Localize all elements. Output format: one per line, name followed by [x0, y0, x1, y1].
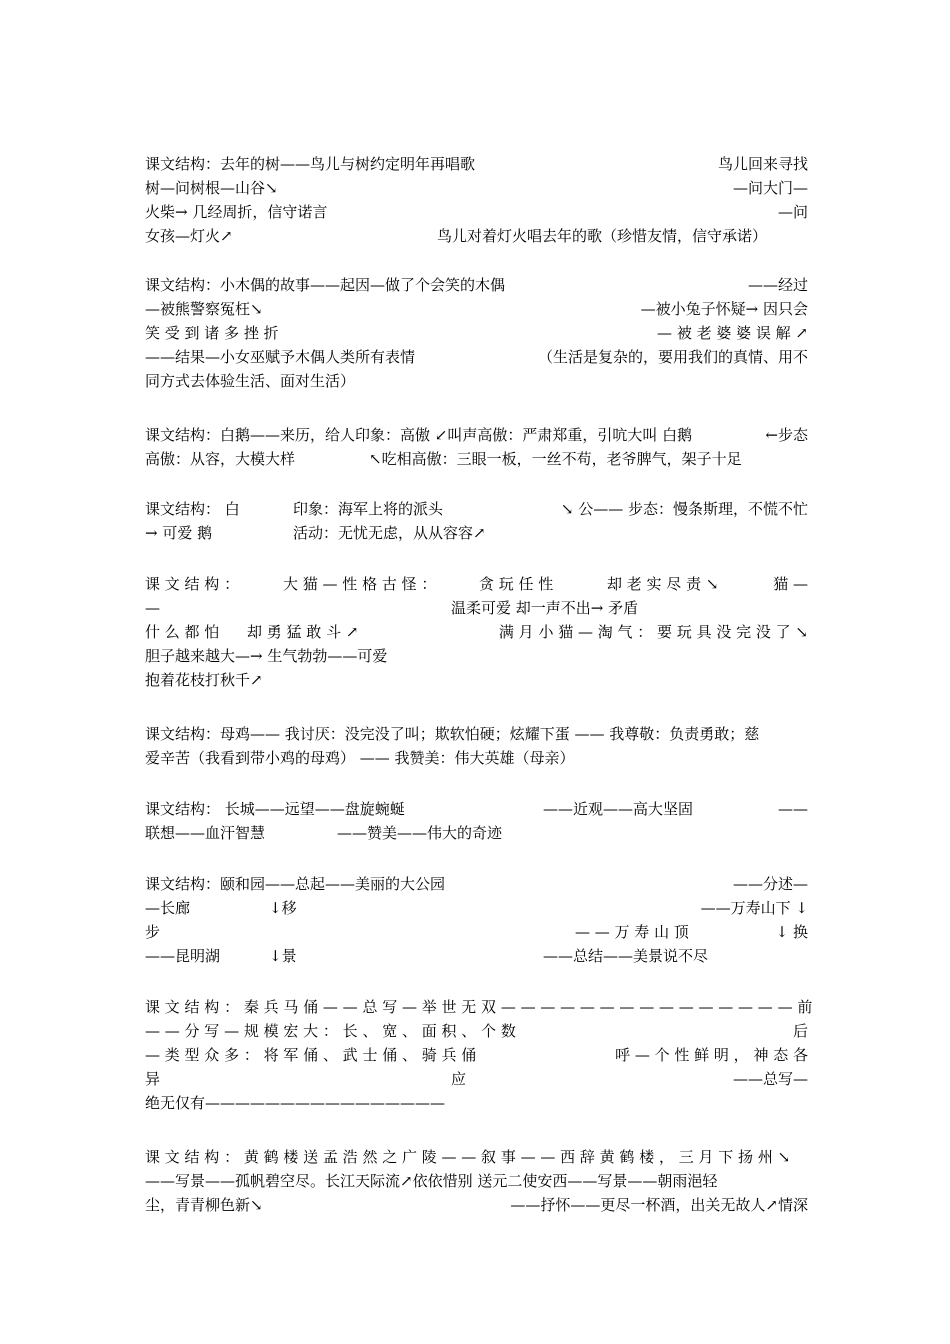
text-segment: — 类 型 众 多 ： 将 军 俑 、 武 士 俑 、 骑 兵 俑 [145, 1046, 477, 1064]
text-line [145, 521, 808, 545]
section-chang-cheng [145, 797, 808, 845]
text-line [145, 668, 808, 692]
text-segment: 满 月 小 猫 — 淘 气 ： 要 玩 具 没 完 没 了 ↘ [498, 623, 808, 641]
text-segment: 后 [792, 1022, 808, 1040]
text-segment: ↘ 公—— 步态：慢条斯理，不慌不忙 [560, 500, 808, 518]
text-segment: —长廊 [145, 899, 191, 917]
text-segment: —被熊警察冤枉↘ [145, 300, 263, 318]
text-segment: 课文结构：白鹅——来历，给人印象：高傲 ↙叫声高傲：严肃郑重，引吭大叫 白鹅 [145, 426, 693, 444]
text-line [145, 176, 808, 200]
text-segment: 活动：无忧无虑，从从容容↗ [293, 524, 486, 542]
text-segment: （生活是复杂的，要用我们的真情、用不 [537, 348, 808, 366]
section-qunian-de-shu [145, 152, 808, 248]
text-segment: — — 万 寿 山 顶 [575, 923, 689, 941]
text-segment: ↓景 [269, 947, 297, 965]
text-segment: 课文结构：去年的树——鸟儿与树约定明年再唱歌 [145, 155, 476, 173]
text-segment: ←步态 [765, 426, 808, 444]
text-segment: 课文结构：小木偶的故事——起因—做了个会笑的木偶 [145, 276, 506, 294]
text-line [145, 1145, 808, 1169]
text-line [145, 1043, 808, 1067]
text-segment: 课文结构：母鸡—— 我讨厌：没完没了叫；欺软怕硬；炫耀下蛋 —— 我尊敬：负责勇敢；慈 [145, 725, 760, 743]
text-segment: — [145, 599, 160, 617]
text-segment: 鸟儿对着灯火唱去年的歌（珍惜友情，信守承诺） [437, 227, 768, 245]
text-segment: 贪 玩 任 性 [479, 575, 554, 593]
text-line [145, 821, 808, 845]
text-line [145, 273, 808, 297]
text-line [145, 644, 808, 668]
text-segment: 课 文 结 构 ： 黄 鹤 楼 送 孟 浩 然 之 广 陵 — — 叙 事 — — 西 辞 黄 鹤 楼 ， 三 月 下 扬 州 ↘ [145, 1148, 791, 1166]
section-bai-e [145, 423, 808, 471]
text-segment: 呼 — 个 性 鲜 明 ， 神 态 各 [615, 1046, 808, 1064]
text-segment: 什 么 都 怕 [145, 623, 220, 641]
text-segment: 课 文 结 构 ： [145, 575, 240, 593]
text-segment: ——总结——美景说不尽 [543, 947, 709, 965]
text-line [145, 995, 813, 1019]
text-segment: ——抒怀——更尽一杯酒，出关无故人↗情深 [510, 1196, 808, 1214]
text-segment: ——写景——孤帆碧空尽。长江天际流↗依依惜别 送元二使安西——写景——朝雨浥轻 [145, 1172, 718, 1190]
text-segment: ↓移 [269, 899, 297, 917]
text-line [145, 896, 808, 920]
text-line [145, 321, 808, 345]
text-segment: 课文结构： 白 [145, 500, 240, 518]
section-qin-bing-ma-yong [145, 995, 813, 1115]
text-line [145, 1091, 808, 1115]
text-segment: 树—问树根—山谷↘ [145, 179, 278, 197]
text-line [145, 944, 808, 968]
section-mao [145, 572, 808, 692]
text-line [145, 920, 808, 944]
text-segment: ↖吃相高傲：三眼一板，一丝不苟，老爷脾气，架子十足 [369, 450, 742, 468]
text-segment: —— [778, 800, 808, 818]
text-segment: 同方式去体验生活、面对生活） [145, 372, 356, 390]
text-line [145, 152, 808, 176]
text-segment: 女孩—灯火↗ [145, 227, 233, 245]
text-segment: ——昆明湖 [145, 947, 221, 965]
text-segment: —问 [777, 203, 808, 221]
text-segment: 绝无仅有———————————————— [145, 1094, 446, 1112]
text-line [145, 297, 808, 321]
text-line [145, 1193, 808, 1217]
text-line [145, 722, 808, 746]
text-segment: 胆子越来越大—→ 生气勃勃——可爱 [145, 647, 388, 665]
text-segment: ——万寿山下 ↓ [700, 899, 808, 917]
text-line [145, 369, 808, 393]
text-segment: 联想——血汗智慧 [145, 824, 266, 842]
text-segment: 温柔可爱 却一声不出→ 矛盾 [451, 599, 639, 617]
text-segment: 鸟儿回来寻找 [717, 155, 808, 173]
text-segment: → 可爱 鹅 [145, 524, 213, 542]
text-line [145, 497, 808, 521]
text-segment: 异 [145, 1070, 161, 1088]
text-line [145, 447, 808, 471]
text-segment: 高傲：从容，大模大样 [145, 450, 296, 468]
text-segment: 抱着花枝打秋千↗ [145, 671, 263, 689]
text-segment: — — 分 写 — 规 模 宏 大 ： 长 、 宽 、 面 积 、 个 数 [145, 1022, 516, 1040]
text-line [145, 797, 808, 821]
text-segment: —问大门— [732, 179, 808, 197]
text-segment: ——分述— [732, 875, 808, 893]
text-line [145, 572, 808, 596]
text-line [145, 200, 808, 224]
text-segment: ——近观——高大坚固 [543, 800, 694, 818]
text-segment: 火柴→ 几经周折，信守诺言 [145, 203, 328, 221]
text-segment: 却 老 实 尽 责 ↘ [607, 575, 719, 593]
section-xiao-mu-ou [145, 273, 808, 393]
text-segment: 猫 — [773, 575, 808, 593]
text-segment: 大 猫 — 性 格 古 怪 ： [283, 575, 437, 593]
text-segment: ——赞美——伟大的奇迹 [337, 824, 503, 842]
text-segment: 笑 受 到 诸 多 挫 折 [145, 324, 279, 342]
text-line [145, 620, 808, 644]
text-segment: 步 [145, 923, 161, 941]
text-line [145, 1169, 808, 1193]
text-segment: 课文结构： 长城——远望——盘旋蜿蜒 [145, 800, 405, 818]
text-segment: ——结果—小女巫赋予木偶人类所有表情 [145, 348, 416, 366]
text-line [145, 1019, 808, 1043]
text-segment: 课文结构：颐和园——总起——美丽的大公园 [145, 875, 446, 893]
text-line [145, 423, 808, 447]
text-segment: 爱辛苦（我看到带小鸡的母鸡） —— 我赞美：伟大英雄（母亲） [145, 749, 575, 767]
text-segment: 应 [451, 1070, 467, 1088]
text-segment: 尘，青青柳色新↘ [145, 1196, 263, 1214]
text-segment: 印象：海军上将的派头 [293, 500, 444, 518]
text-segment: ↓ 换 [775, 923, 808, 941]
text-line [145, 345, 808, 369]
text-segment: 课 文 结 构 ： 秦 兵 马 俑 — — 总 写 — 举 世 无 双 — — — — — — — — — — — — — — — 前 [145, 998, 813, 1016]
section-huang-he-lou [145, 1145, 808, 1217]
text-segment: ——总写— [732, 1070, 808, 1088]
text-segment: —被小兔子怀疑→ 因只会 [640, 300, 808, 318]
section-bai-e-2 [145, 497, 808, 545]
section-mu-ji [145, 722, 808, 770]
text-segment: ——经过 [747, 276, 808, 294]
text-line [145, 596, 808, 620]
text-line [145, 1067, 808, 1091]
text-line [145, 746, 808, 770]
text-line [145, 224, 808, 248]
text-segment: 却 勇 猛 敢 斗 ↗ [247, 623, 359, 641]
section-yi-he-yuan [145, 872, 808, 968]
text-line [145, 872, 808, 896]
text-segment: — 被 老 婆 婆 误 解 ↗ [657, 324, 808, 342]
